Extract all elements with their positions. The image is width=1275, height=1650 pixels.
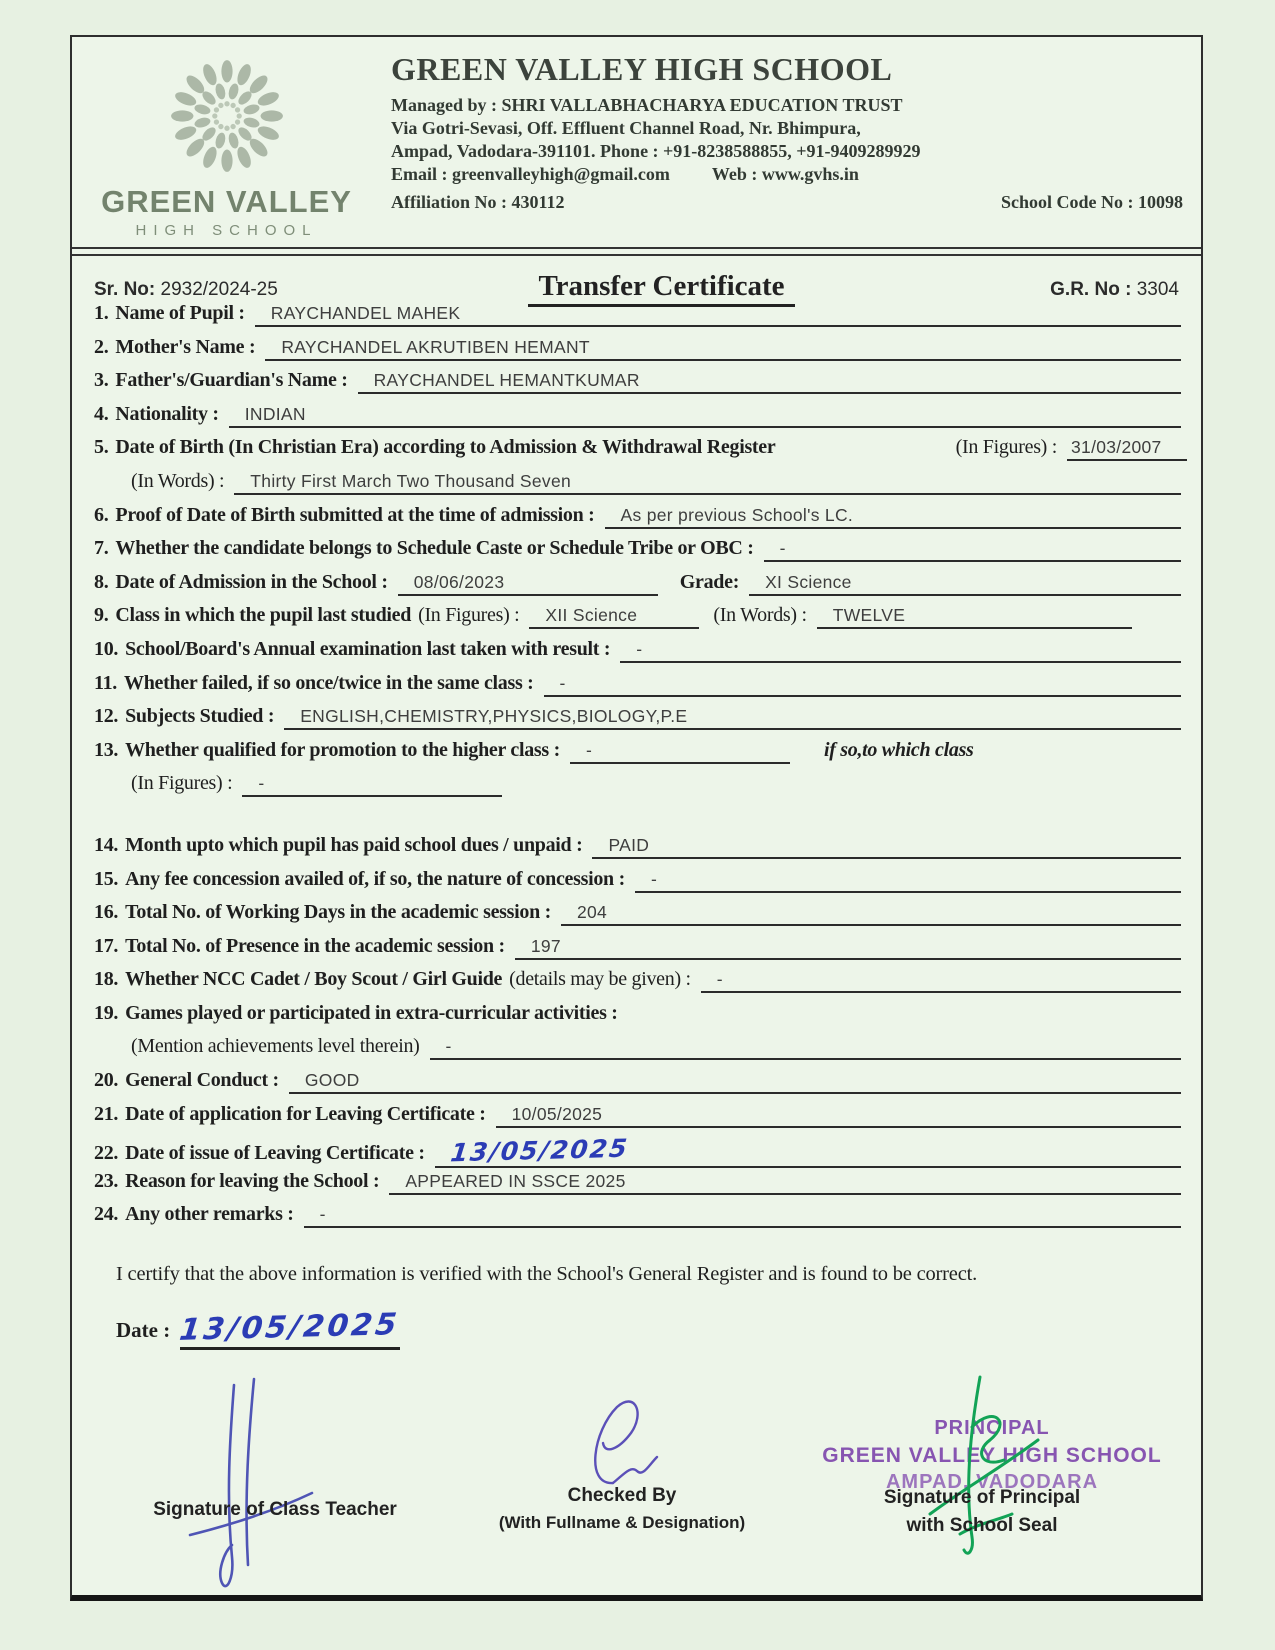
field-value: APPEARED IN SSCE 2025 [389, 1171, 1181, 1195]
field-row-19 [94, 1002, 1187, 1036]
field-row-8 [94, 571, 1187, 605]
principal-signature [902, 1372, 1052, 1567]
field-row-3 [94, 369, 1187, 403]
field-row-13b [94, 772, 1187, 806]
field-value: - [242, 773, 502, 797]
field-label: General Conduct : [125, 1069, 279, 1092]
checked-by-sublabel: (With Fullname & Designation) [498, 1513, 746, 1532]
field-label: Subjects Studied : [125, 705, 275, 728]
leaf-starburst-icon [163, 55, 291, 177]
field-label: Date of Admission in the School : [115, 570, 388, 593]
field-value: - [430, 1036, 1181, 1060]
field-row-21 [94, 1103, 1187, 1137]
field-sublabel: (In Figures) : [131, 772, 233, 795]
field-label: Month upto which pupil has paid school dues / unpaid : [125, 833, 583, 856]
field-row-18 [94, 968, 1187, 1002]
field-number: 15. [94, 867, 119, 890]
field-sublabel: (details may be given) : [509, 968, 691, 991]
field-value: Thirty First March Two Thousand Seven [234, 471, 1181, 495]
field-value: 10/05/2025 [496, 1104, 1181, 1128]
email-text: Email : greenvalleyhigh@gmail.com [391, 164, 670, 184]
field-row-14 [94, 834, 1187, 868]
field-number: 14. [94, 833, 119, 856]
field-value: 31/03/2007 [1067, 437, 1187, 461]
field-number: 16. [94, 901, 119, 924]
title-bar [72, 254, 1201, 309]
field-row-16 [94, 901, 1187, 935]
field-label: Whether failed, if so once/twice in the same class : [124, 671, 534, 694]
issue-date-row [116, 1307, 1187, 1350]
address-line-2: Ampad, Vadodara-391101. Phone : +91-8238588855, +91-9409289929 [391, 141, 921, 161]
field-number: 18. [94, 968, 119, 991]
field-label: Any other remarks : [125, 1203, 294, 1226]
field-note: if so,to which class [823, 738, 974, 761]
field-value: ENGLISH,CHEMISTRY,PHYSICS,BIOLOGY,P.E [284, 706, 1181, 730]
field-row-5b [94, 470, 1187, 504]
field-number: 7. [94, 537, 109, 560]
stamp-line-3: AMPAD, VADODARA [885, 1471, 1099, 1493]
field-row-20 [94, 1069, 1187, 1103]
field-number: 5. [94, 436, 109, 459]
field-row-17 [94, 935, 1187, 969]
class-teacher-label: Signature of Class Teacher [153, 1499, 397, 1520]
field-label: Class in which the pupil last studied [115, 604, 412, 627]
school-name: GREEN VALLEY HIGH SCHOOL [391, 51, 893, 87]
field-number: 12. [94, 705, 119, 728]
field-sublabel-2: (In Words) : [713, 604, 807, 627]
field-row-12 [94, 705, 1187, 739]
field-value: RAYCHANDEL MAHEK [255, 303, 1181, 327]
field-label: Name of Pupil : [115, 302, 245, 324]
field-label: School/Board's Annual examination last taken with result : [125, 637, 611, 660]
field-value: As per previous School's LC. [605, 505, 1181, 529]
field-value: GOOD [289, 1070, 1181, 1094]
field-row-5 [94, 436, 1187, 470]
handwritten-date: 13/05/2025 [177, 1307, 402, 1348]
field-value: 197 [515, 936, 1181, 960]
section-spacer [94, 806, 1187, 834]
gr-no [929, 279, 1179, 301]
field-sublabel: (Mention achievements level therein) [131, 1035, 420, 1058]
contact-line [391, 163, 1183, 186]
field-value: - [764, 538, 1181, 562]
field-value: RAYCHANDEL HEMANTKUMAR [358, 370, 1181, 394]
field-row-24 [94, 1203, 1187, 1237]
field-number: 11. [94, 671, 117, 694]
field-value: RAYCHANDEL AKRUTIBEN HEMANT [265, 337, 1181, 361]
field-sublabel: (In Figures) : [955, 436, 1057, 459]
field-row-22 [94, 1133, 1187, 1170]
field-number: 9. [94, 604, 109, 627]
field-label: Date of issue of Leaving Certificate : [125, 1142, 425, 1165]
field-row-2 [94, 336, 1187, 370]
logo-wordmark: GREEN VALLEY [101, 184, 352, 219]
sr-no-label: Sr. No: [94, 279, 156, 300]
page-title: Transfer Certificate [528, 270, 794, 307]
grade-label: Grade: [679, 570, 740, 593]
field-row-15 [94, 868, 1187, 902]
field-label: Whether NCC Cadet / Boy Scout / Girl Guide [125, 968, 503, 991]
field-label: Games played or participated in extra-curricular activities : [125, 1001, 618, 1024]
field-label: Any fee concession availed of, if so, the nature of concession : [125, 867, 625, 890]
field-label: Date of Birth (In Christian Era) according to Admission & Withdrawal Register [115, 436, 776, 459]
field-number: 6. [94, 503, 109, 526]
date-label: Date : [116, 1318, 171, 1343]
field-row-1 [94, 302, 1187, 336]
field-number: 20. [94, 1069, 119, 1092]
fields-section [94, 302, 1187, 1350]
principal-label: Signature of Principal [883, 1487, 1081, 1508]
field-number: 8. [94, 570, 109, 593]
field-value: PAID [592, 835, 1181, 859]
field-value: XII Science [529, 605, 699, 629]
stamp-line-2: GREEN VALLEY HIGH SCHOOL [822, 1444, 1162, 1467]
certify-statement: I certify that the above information is verified with the School's General Register and is found to be correct. [116, 1263, 978, 1286]
field-number: 13. [94, 738, 119, 761]
field-value: INDIAN [229, 404, 1181, 428]
handwritten-issue-date: 13/05/2025 [448, 1133, 631, 1168]
field-value: - [635, 869, 1181, 893]
gr-no-label: G.R. No : [1050, 279, 1132, 300]
affiliation-no: Affiliation No : 430112 [391, 192, 565, 212]
field-number: 17. [94, 934, 119, 957]
field-number: 24. [94, 1203, 119, 1226]
field-number: 10. [94, 637, 119, 660]
field-row-19b [94, 1035, 1187, 1069]
field-label: Total No. of Presence in the academic session : [125, 934, 505, 957]
field-number: 23. [94, 1169, 119, 1192]
field-label: Father's/Guardian's Name : [115, 369, 348, 392]
field-row-11 [94, 672, 1187, 706]
field-number: 2. [94, 335, 109, 358]
field-number: 3. [94, 369, 109, 392]
sr-no [94, 279, 394, 301]
field-number: 21. [94, 1102, 119, 1125]
header-info [391, 51, 1183, 213]
field-label: Mother's Name : [115, 335, 256, 358]
field-row-13 [94, 739, 1187, 773]
field-label: Nationality : [115, 402, 219, 425]
field-label: Reason for leaving the School : [125, 1169, 380, 1192]
document-sheet [70, 35, 1203, 1601]
sr-no-value: 2932/2024-25 [160, 279, 278, 300]
field-label: Proof of Date of Birth submitted at the time of admission : [115, 503, 595, 526]
school-logo [94, 55, 359, 239]
field-label: Date of application for Leaving Certificate : [125, 1102, 486, 1125]
field-number: 4. [94, 402, 109, 425]
field-value: 08/06/2023 [398, 572, 658, 596]
gr-no-value: 3304 [1136, 279, 1179, 300]
address-line-1: Via Gotri-Sevasi, Off. Effluent Channel Road, Nr. Bhimpura, [391, 118, 861, 138]
field-number: 1. [94, 302, 109, 324]
field-value: - [701, 969, 1181, 993]
principal-sublabel: with School Seal [906, 1515, 1058, 1536]
field-value: 204 [561, 902, 1181, 926]
class-teacher-signature [172, 1377, 322, 1602]
field-value: - [620, 639, 1181, 663]
stamp-line-1: PRINCIPAL [934, 1417, 1050, 1439]
field-value: - [570, 740, 790, 764]
field-value-2: TWELVE [817, 605, 1132, 629]
field-row-4 [94, 403, 1187, 437]
logo-subtitle: HIGH SCHOOL [135, 222, 318, 239]
field-row-6 [94, 504, 1187, 538]
managed-by: Managed by : SHRI VALLABHACHARYA EDUCATION TRUST [391, 95, 903, 115]
header [72, 37, 1201, 249]
field-row-9 [94, 604, 1187, 638]
field-number: 19. [94, 1001, 119, 1024]
field-sublabel: (In Figures) : [418, 604, 520, 627]
grade-value: XI Science [749, 572, 1181, 596]
field-value: - [544, 673, 1181, 697]
field-label: Whether the candidate belongs to Schedule Caste or Schedule Tribe or OBC : [115, 537, 754, 560]
school-code-no: School Code No : 10098 [1000, 192, 1183, 212]
field-sublabel: (In Words) : [131, 469, 225, 492]
field-label: Whether qualified for promotion to the higher class : [125, 738, 560, 761]
checked-by-label: Checked By [567, 1485, 677, 1506]
field-value: - [304, 1204, 1181, 1228]
field-label: Total No. of Working Days in the academic session : [125, 901, 551, 924]
field-number: 22. [94, 1142, 119, 1165]
field-row-7 [94, 537, 1187, 571]
web-text: Web : www.gvhs.in [711, 164, 859, 184]
field-row-10 [94, 638, 1187, 672]
field-row-23 [94, 1170, 1187, 1204]
